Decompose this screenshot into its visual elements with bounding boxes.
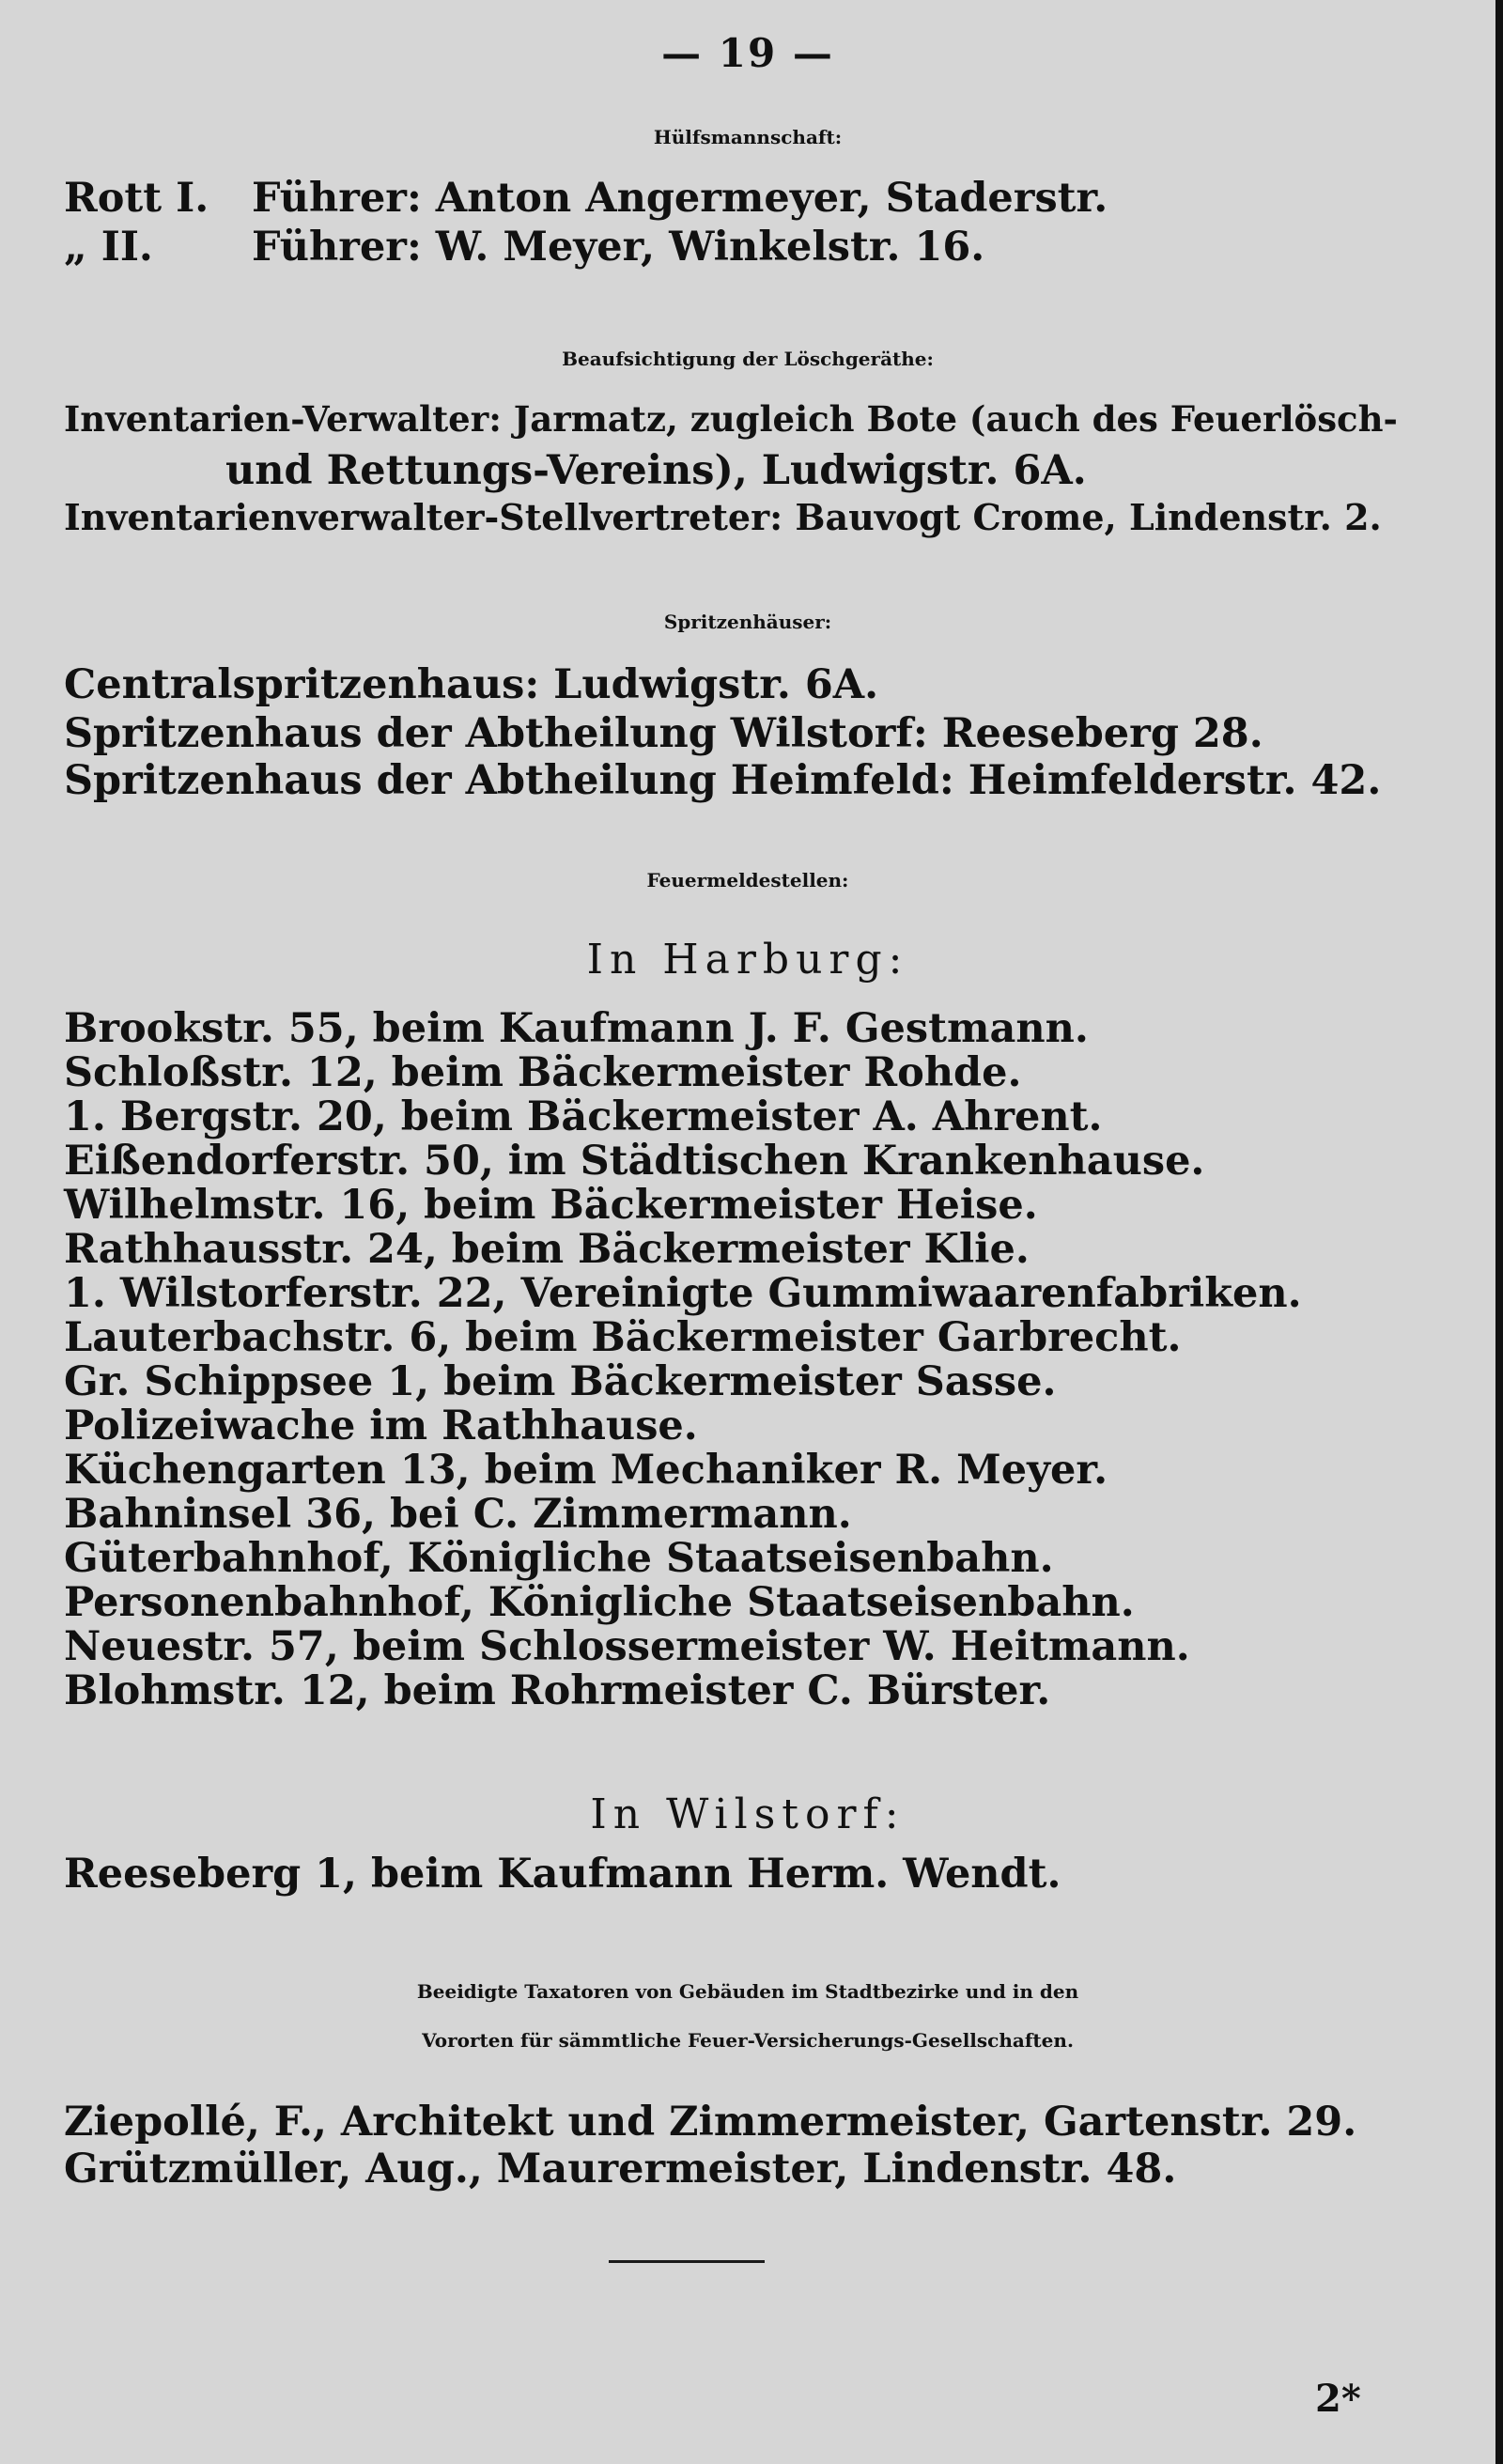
heading-beaufsichtigung: Beaufsichtigung der Löschgeräthe:	[562, 348, 934, 370]
text-line: Polizeiwache im Rathhause.	[64, 1402, 698, 1449]
text-line: Neuestr. 57, beim Schlossermeister W. Heitmann.	[64, 1623, 1190, 1670]
text-line: Rathhausstr. 24, beim Bäckermeister Klie.	[64, 1226, 1030, 1273]
text-line: und Rettungs-Vereins), Ludwigstr. 6A.	[225, 447, 1087, 494]
heading-huelfsmannschaft: Hülfsmannschaft:	[653, 126, 843, 148]
text-line: Spritzenhaus der Abtheilung Wilstorf: Reeseberg 28.	[64, 710, 1263, 757]
heading-taxatoren-line-1: Beeidigte Taxatoren von Gebäuden im Stadtbezirke und in den	[416, 1980, 1079, 2003]
text-line: Blohmstr. 12, beim Rohrmeister C. Bürster.	[64, 1667, 1051, 1714]
signature-mark: 2*	[1315, 2377, 1361, 2421]
text-line: Inventarien-Verwalter: Jarmatz, zugleich Bote (auch des Feuerlösch-	[64, 398, 1398, 440]
text-line: Centralspritzenhaus: Ludwigstr. 6A.	[64, 661, 879, 708]
text-line: Inventarienverwalter-Stellvertreter: Bauvogt Crome, Lindenstr. 2.	[64, 496, 1382, 538]
text-line: Grützmüller, Aug., Maurermeister, Lindenstr. 48.	[64, 2146, 1177, 2193]
heading-feuermeldestellen: Feuermeldestellen:	[646, 869, 849, 891]
closing-rule	[609, 2260, 765, 2263]
text-line: Schloßstr. 12, beim Bäckermeister Rohde.	[64, 1049, 1022, 1096]
text-line: Wilhelmstr. 16, beim Bäckermeister Heise.	[64, 1182, 1038, 1229]
text-line: Brookstr. 55, beim Kaufmann J. F. Gestmann.	[64, 1005, 1089, 1052]
row-text: Führer: W. Meyer, Winkelstr. 16.	[252, 224, 985, 271]
text-line	[64, 175, 1108, 222]
subheading-harburg: In Harburg:	[586, 936, 909, 984]
text-line: Güterbahnhof, Königliche Staatseisenbahn.	[64, 1535, 1054, 1582]
text-line: Lauterbachstr. 6, beim Bäckermeister Garbrecht.	[64, 1314, 1182, 1361]
text-line: Eißendorferstr. 50, im Städtischen Krankenhause.	[64, 1138, 1205, 1185]
subheading-wilstorf: In Wilstorf:	[590, 1790, 906, 1838]
row-label: Rott I.	[64, 175, 209, 222]
row-label: „ II.	[64, 224, 153, 271]
text-line: Gr. Schippsee 1, beim Bäckermeister Sasse.	[64, 1358, 1057, 1405]
text-line: Spritzenhaus der Abtheilung Heimfeld: Heimfelderstr. 42.	[64, 757, 1382, 804]
row-text: Führer: Anton Angermeyer, Staderstr.	[252, 175, 1108, 222]
heading-spritzenhaeuser: Spritzenhäuser:	[663, 611, 832, 633]
text-line: Ziepollé, F., Architekt und Zimmermeister, Gartenstr. 29.	[64, 2099, 1357, 2146]
heading-taxatoren-line-2: Vororten für sämmtliche Feuer-Versicherungs-Gesellschaften.	[422, 2029, 1074, 2052]
text-line: Bahninsel 36, bei C. Zimmermann.	[64, 1491, 852, 1538]
text-line: Personenbahnhof, Königliche Staatseisenbahn.	[64, 1579, 1135, 1626]
page-number: — 19 —	[661, 30, 834, 76]
text-line: Reeseberg 1, beim Kaufmann Herm. Wendt.	[64, 1851, 1061, 1898]
text-line: 1. Wilstorferstr. 22, Vereinigte Gummiwaarenfabriken.	[64, 1270, 1302, 1317]
text-line: Küchengarten 13, beim Mechaniker R. Meyer.	[64, 1447, 1108, 1494]
text-line	[64, 224, 984, 271]
text-line: 1. Bergstr. 20, beim Bäckermeister A. Ahrent.	[64, 1093, 1103, 1140]
